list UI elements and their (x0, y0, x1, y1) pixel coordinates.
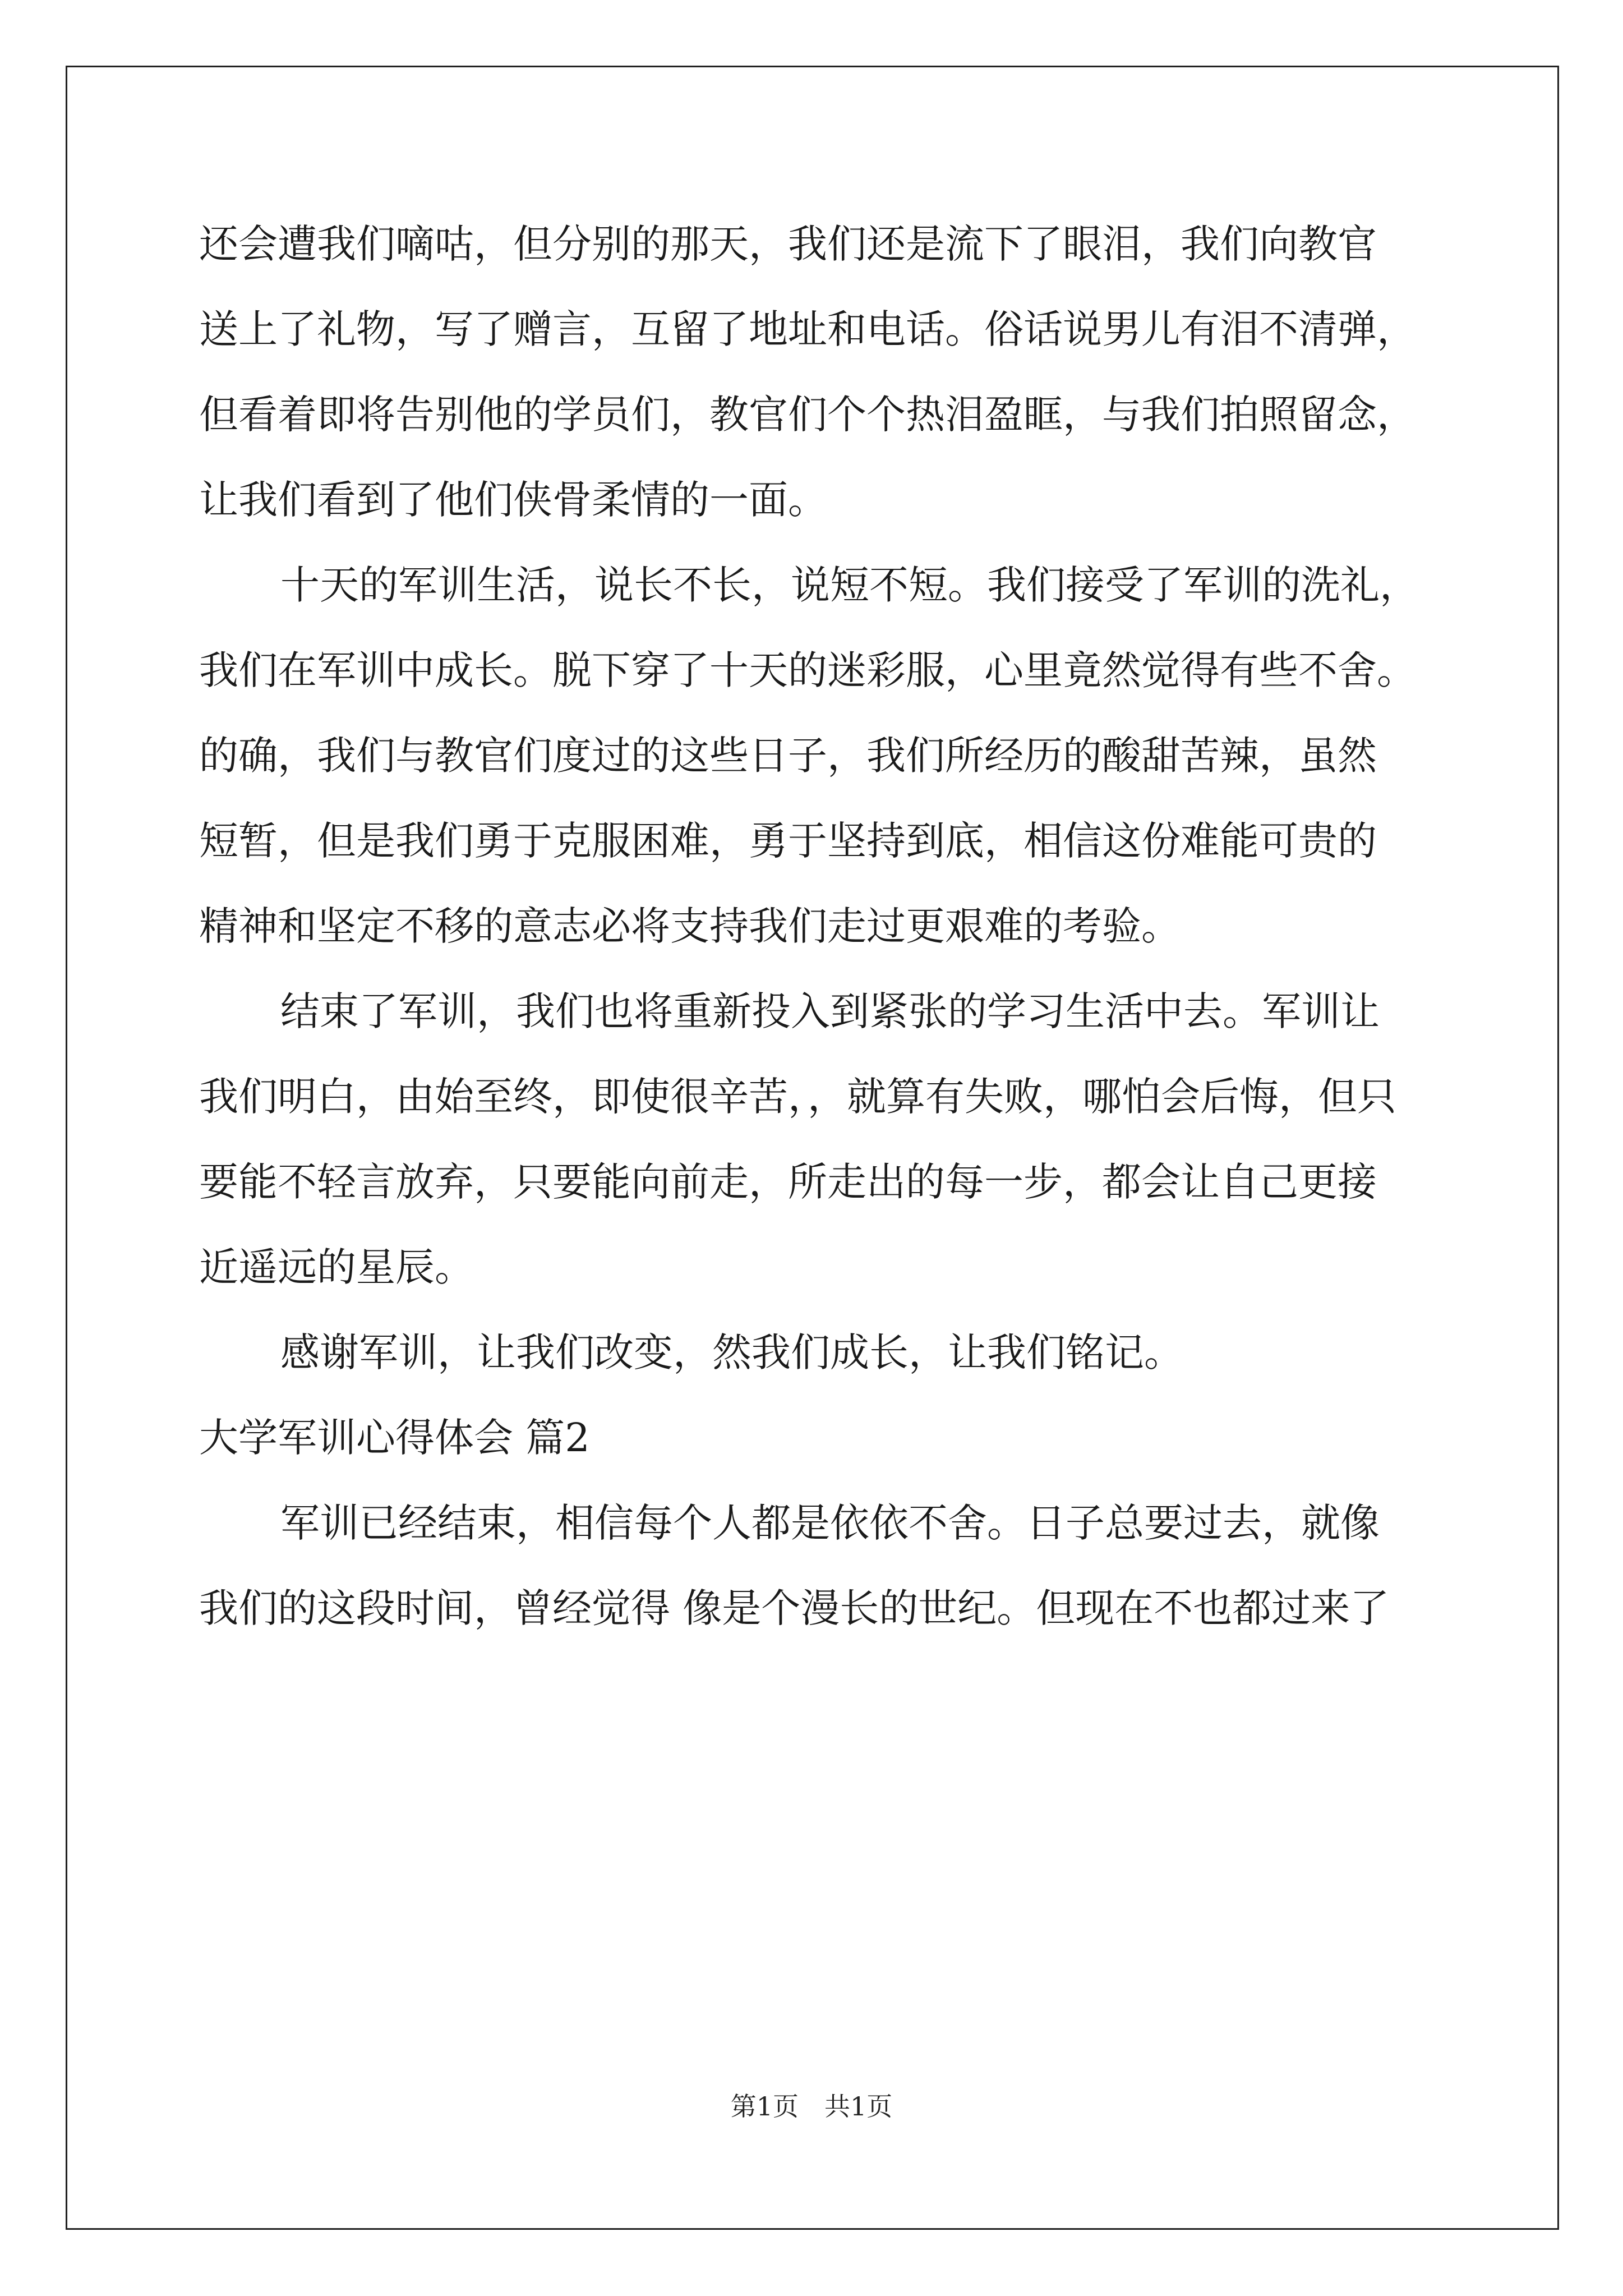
paragraph-first-line: 军训已经结束，相信每个人都是依依不舍。日子总要过去，就像 (280, 1500, 1380, 1546)
text-line: 但看着即将告别他的学员们，教官们个个热泪盈眶，与我们拍照留念， (199, 392, 1416, 438)
text-line: 我们的这段时间，曾经觉得 像是个漫长的世纪。但现在不也都过来了 (199, 1585, 1390, 1631)
paragraph-first-line: 结束了军训，我们也将重新投入到紧张的学习生活中去。军训让 (280, 988, 1380, 1034)
paragraph-first-line: 十天的军训生活，说长不长，说短不短。我们接受了军训的洗礼， (280, 562, 1419, 608)
text-line: 精神和坚定不移的意志必将支持我们走过更艰难的考验。 (199, 903, 1181, 949)
text-line: 让我们看到了他们侠骨柔情的一面。 (199, 477, 827, 523)
text-line: 还会遭我们嘀咕，但分别的那天，我们还是流下了眼泪，我们向教官 (199, 221, 1377, 267)
text-line: 要能不轻言放弃，只要能向前走，所走出的每一步，都会让自己更接 (199, 1159, 1377, 1205)
text-line: 短暂，但是我们勇于克服困难，勇于坚持到底，相信这份难能可贵的 (199, 818, 1377, 864)
text-line: 近遥远的星辰。 (199, 1244, 474, 1290)
text-line: 我们明白，由始至终，即使很辛苦，，就算有失败，哪怕会后悔，但只 (199, 1074, 1396, 1120)
text-line: 送上了礼物，写了赠言，互留了地址和电话。俗话说男儿有泪不清弹， (199, 306, 1416, 352)
text-line: 我们在军训中成长。脱下穿了十天的迷彩服，心里竟然觉得有些不舍。 (199, 647, 1416, 693)
text-line: 的确，我们与教官们度过的这些日子，我们所经历的酸甜苦辣，虽然 (199, 733, 1377, 779)
page-number: 第1页 共1页 (730, 2091, 893, 2122)
section-heading: 大学军训心得体会 篇2 (199, 1415, 590, 1461)
paragraph-first-line: 感谢军训，让我们改变，然我们成长，让我们铭记。 (280, 1329, 1183, 1375)
